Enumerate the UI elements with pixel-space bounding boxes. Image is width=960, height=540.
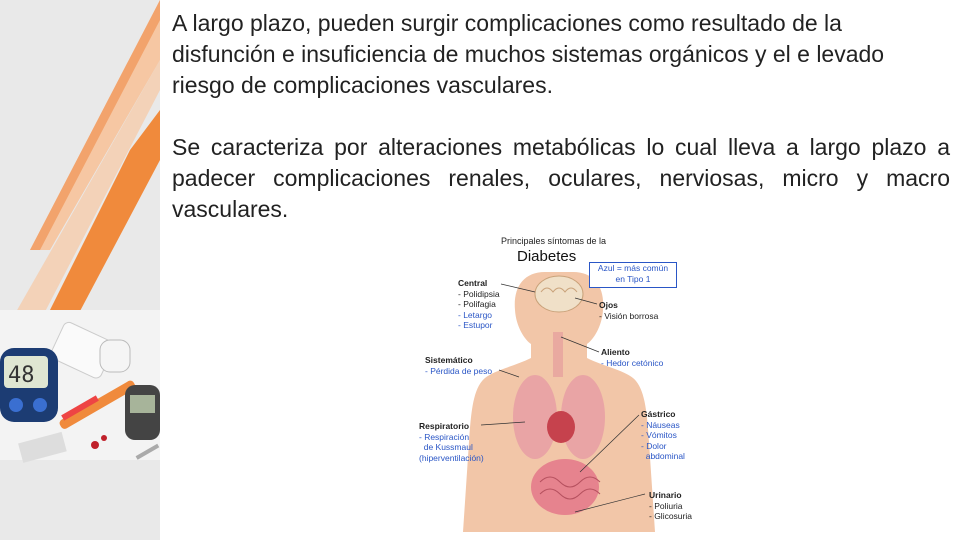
glucometer-display: 48 bbox=[8, 363, 35, 388]
label-gastrico-item: - Vómitos bbox=[641, 430, 677, 440]
left-decorative-panel bbox=[0, 0, 160, 540]
label-gastrico-item: - Dolor bbox=[641, 440, 667, 451]
blood-drop-icon bbox=[91, 441, 99, 449]
diabetes-symptoms-diagram bbox=[415, 232, 705, 532]
legend-line-1: Azul = más común bbox=[597, 263, 669, 273]
label-urinario-item: - Glicosuria bbox=[649, 511, 692, 521]
label-central-item: - Polifagia bbox=[458, 299, 496, 309]
slide-text-block bbox=[172, 8, 950, 225]
label-sistematico-item: - Pérdida de peso bbox=[425, 365, 493, 376]
legend-line-2: en Tipo 1 bbox=[615, 274, 651, 284]
label-central-heading: Central bbox=[458, 278, 488, 288]
glucometer-icon bbox=[0, 348, 58, 422]
label-ojos-heading: Ojos bbox=[599, 300, 618, 310]
label-urinario-heading: Urinario bbox=[649, 490, 682, 500]
label-gastrico-heading: Gástrico bbox=[641, 409, 676, 419]
label-central-item: - Polidipsia bbox=[458, 288, 500, 299]
label-urinario-item: - Poliuria bbox=[649, 500, 683, 511]
second-meter-icon bbox=[125, 385, 160, 440]
label-gastrico-item: - Náuseas bbox=[641, 419, 680, 430]
label-aliento-item: - Hedor cetónico bbox=[601, 357, 664, 368]
paragraph-complicaciones: A largo plazo, pueden surgir complicaciones como resultado de la disfunción e insuficiencia de muchos sistemas orgánicos y el e levado riesgo de complicaciones vasculares. bbox=[172, 10, 885, 98]
label-respiratorio-heading: Respiratorio bbox=[419, 421, 470, 431]
decorative-stripes bbox=[0, 0, 160, 540]
label-respiratorio-item: (hiperventilación) bbox=[419, 452, 484, 463]
label-respiratorio bbox=[419, 421, 484, 463]
label-central-item: - Letargo bbox=[458, 309, 493, 320]
label-ojos bbox=[599, 300, 658, 321]
label-aliento-heading: Aliento bbox=[601, 347, 630, 357]
label-sistematico bbox=[425, 355, 492, 376]
label-sistematico-heading: Sistemático bbox=[425, 355, 473, 365]
label-central-item: - Estupor bbox=[458, 320, 493, 330]
label-gastrico-item: abdominal bbox=[641, 451, 685, 461]
label-urinario bbox=[649, 490, 692, 522]
label-respiratorio-item: - Respiración bbox=[419, 431, 470, 442]
label-respiratorio-item: de Kussmaul bbox=[419, 442, 473, 452]
paragraph-caracteristicas: Se caracteriza por alteraciones metabólicas lo cual lleva a largo plazo a padecer complicaciones renales, oculares, nerviosas, micro y macro vasculares. bbox=[172, 134, 950, 222]
diagram-legend bbox=[589, 262, 677, 288]
diagram-title: Diabetes bbox=[517, 248, 577, 265]
label-central bbox=[458, 278, 500, 331]
label-aliento bbox=[601, 347, 663, 368]
diagram-title-small: Principales síntomas de la bbox=[501, 236, 607, 246]
label-gastrico bbox=[641, 409, 685, 462]
label-ojos-item: - Visión borrosa bbox=[599, 310, 659, 321]
